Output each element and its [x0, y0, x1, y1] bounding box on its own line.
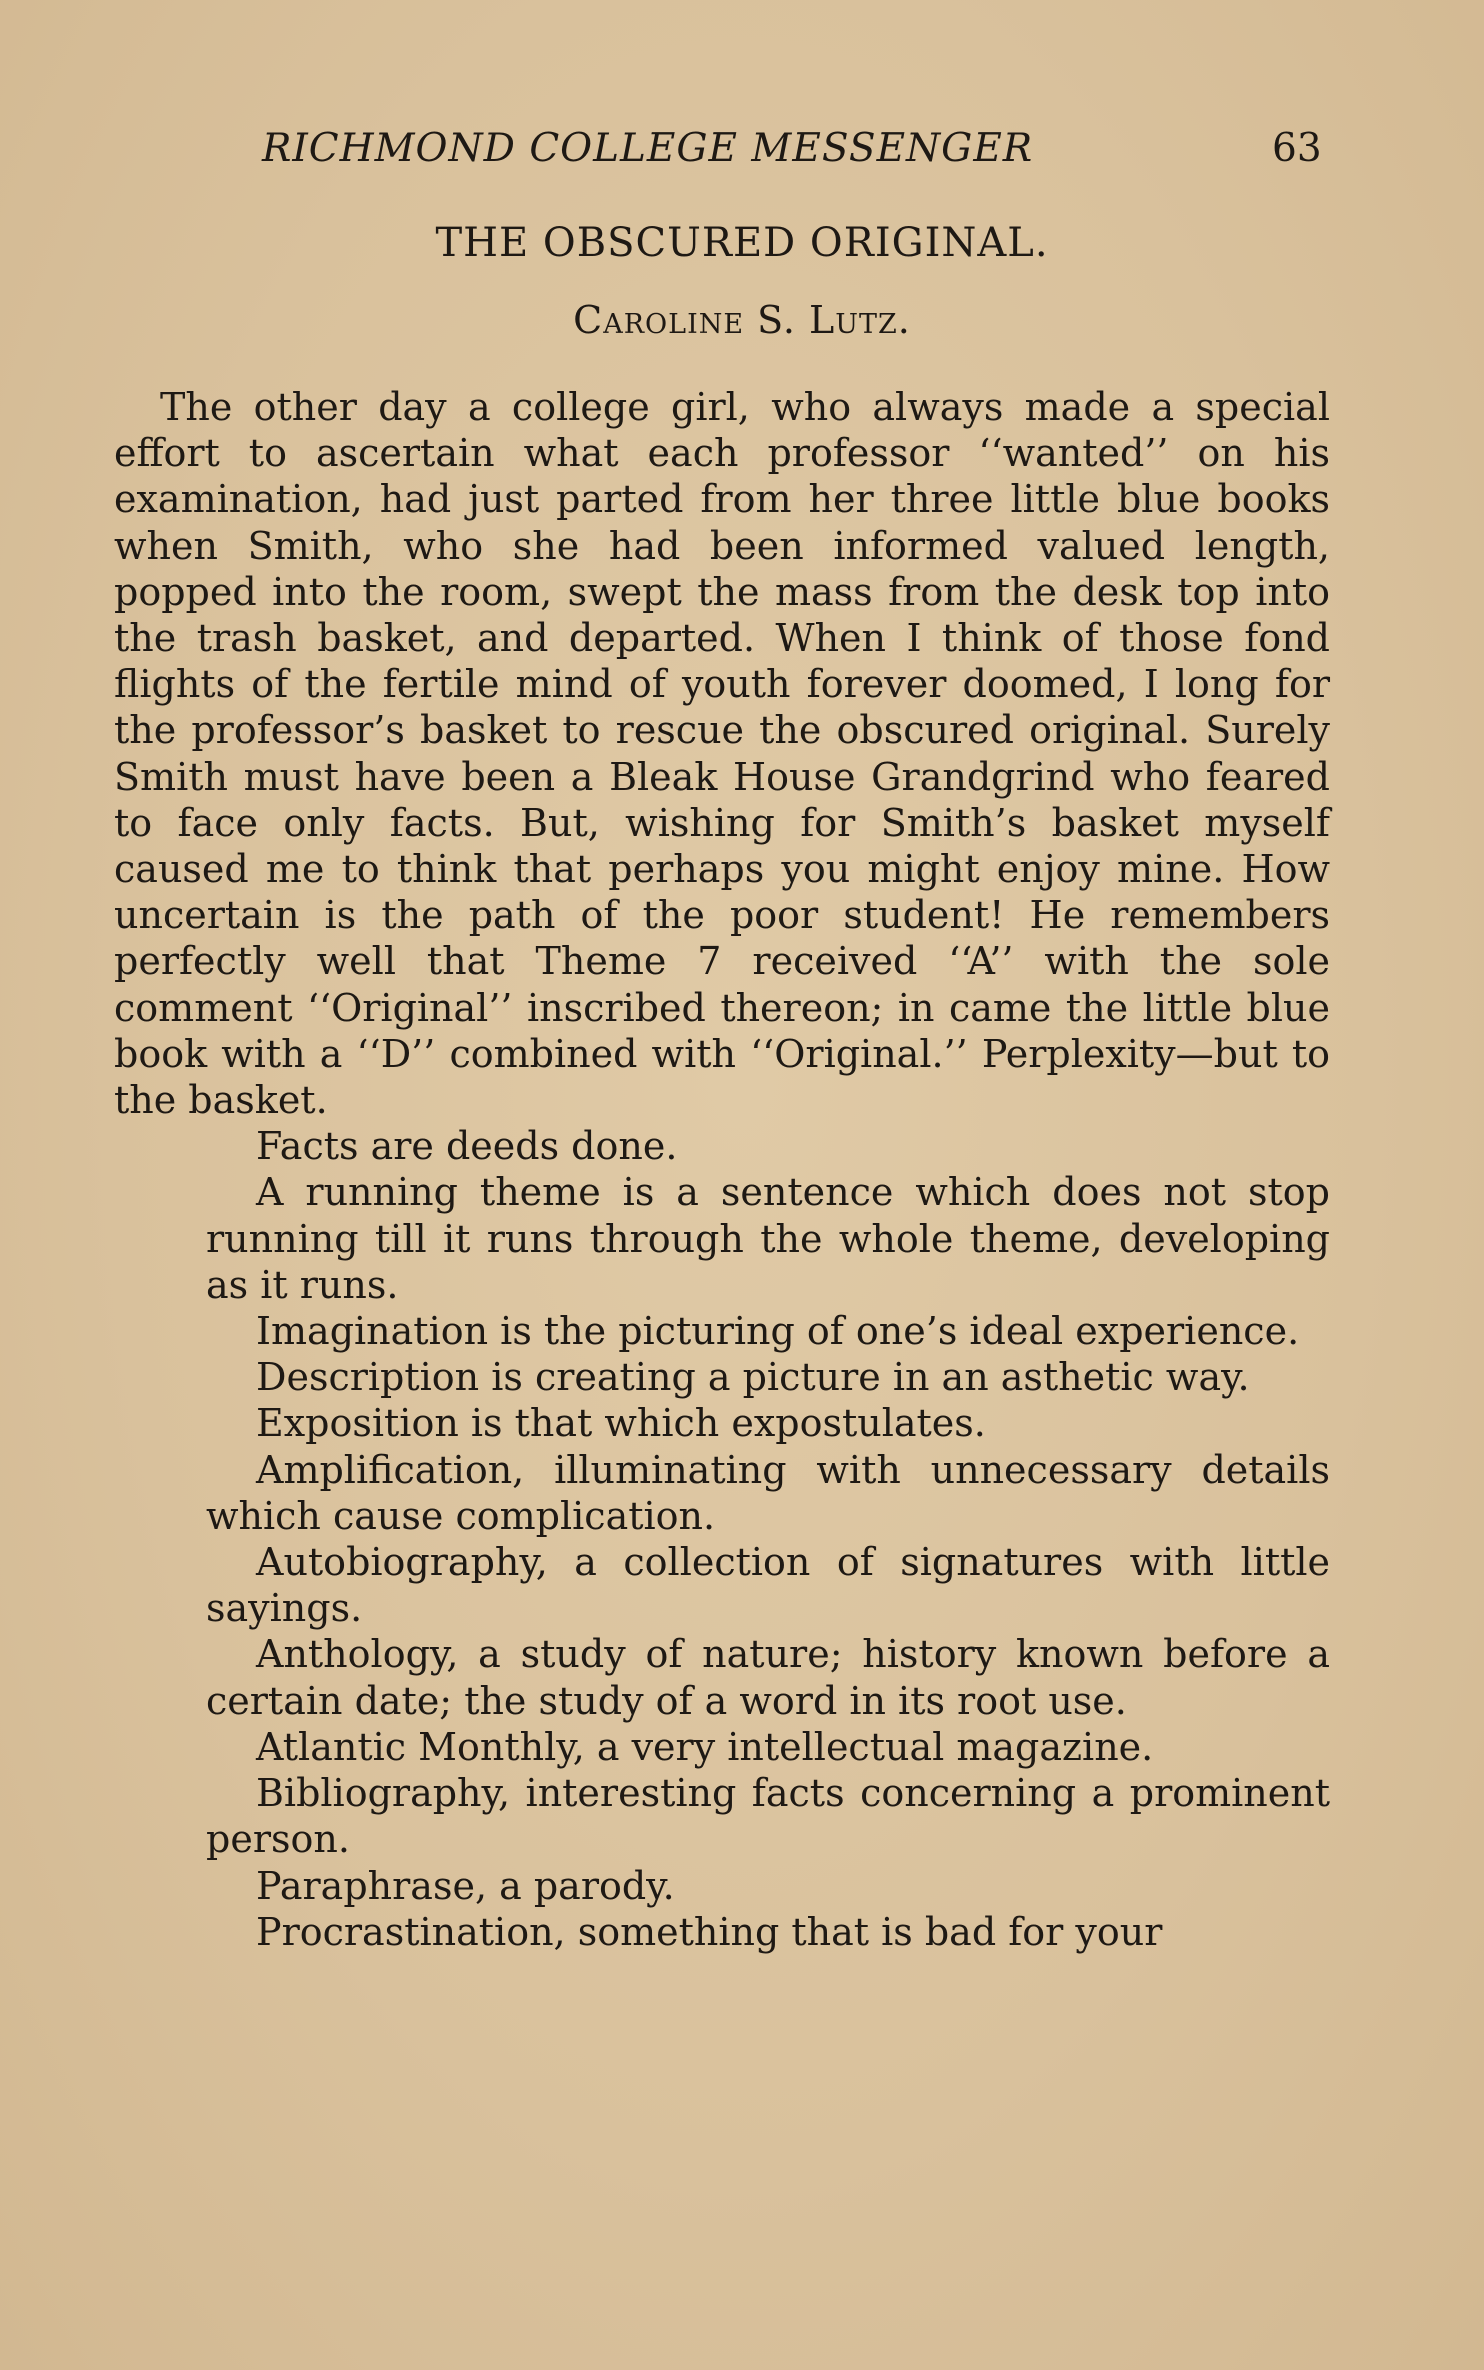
- definition-item: Imagination is the picturing of one’s ideal experience.: [256, 1309, 1300, 1354]
- definition-item: Anthology, a study of nature; history known before a certain date; the study of a word in its root use.: [206, 1632, 1330, 1723]
- definition-item: Atlantic Monthly, a very intellectual magazine.: [256, 1724, 1154, 1769]
- definition-item: Amplification, illuminating with unnecessary details which cause complication.: [206, 1447, 1330, 1538]
- definition-item: Autobiography, a collection of signatures with little sayings.: [206, 1540, 1330, 1631]
- definition-item: Paraphrase, a parody.: [256, 1863, 675, 1908]
- journal-title: RICHMOND COLLEGE MESSENGER: [262, 126, 1034, 171]
- page-number: 63: [1272, 126, 1322, 171]
- article-body: [114, 384, 1330, 1955]
- definition-item: Bibliography, interesting facts concerning a prominent person.: [206, 1771, 1330, 1862]
- definition-list: [114, 1123, 1330, 1955]
- definition-item: Description is creating a picture in an asthetic way.: [256, 1355, 1250, 1400]
- article-author: Caroline S. Lutz.: [573, 298, 911, 342]
- intro-paragraph: The other day a college girl, who always made a special effort to ascertain what each professor ‘‘wanted’’ on his examination, had just parted from her three little blue books when Smith, who she had been informed valued length, popped into the room, swept the mass from the desk top into the trash basket, and departed. When I think of those fond flights of the fertile mind of youth forever doomed, I long for the professor’s basket to rescue the obscured original. Surely Smith must have been a Bleak House Grandgrind who feared to face only facts. But, wishing for Smith’s basket myself caused me to think that perhaps you might enjoy mine. How uncertain is the path of the poor student! He remembers perfectly well that Theme 7 received ‘‘A’’ with the sole comment ‘‘Original’’ inscribed thereon; in came the little blue book with a ‘‘D’’ combined with ‘‘Original.’’ Perplexity—but to the basket.: [114, 385, 1330, 1123]
- definition-item: Facts are deeds done.: [256, 1124, 678, 1169]
- definition-item: A running theme is a sentence which does not stop running till it runs through the whole theme, developing as it runs.: [206, 1170, 1330, 1307]
- definition-item: Procrastination, something that is bad for your: [256, 1909, 1163, 1954]
- article-title: THE OBSCURED ORIGINAL.: [435, 220, 1049, 266]
- running-header: [0, 126, 1484, 182]
- definition-item: Exposition is that which expostulates.: [256, 1401, 986, 1446]
